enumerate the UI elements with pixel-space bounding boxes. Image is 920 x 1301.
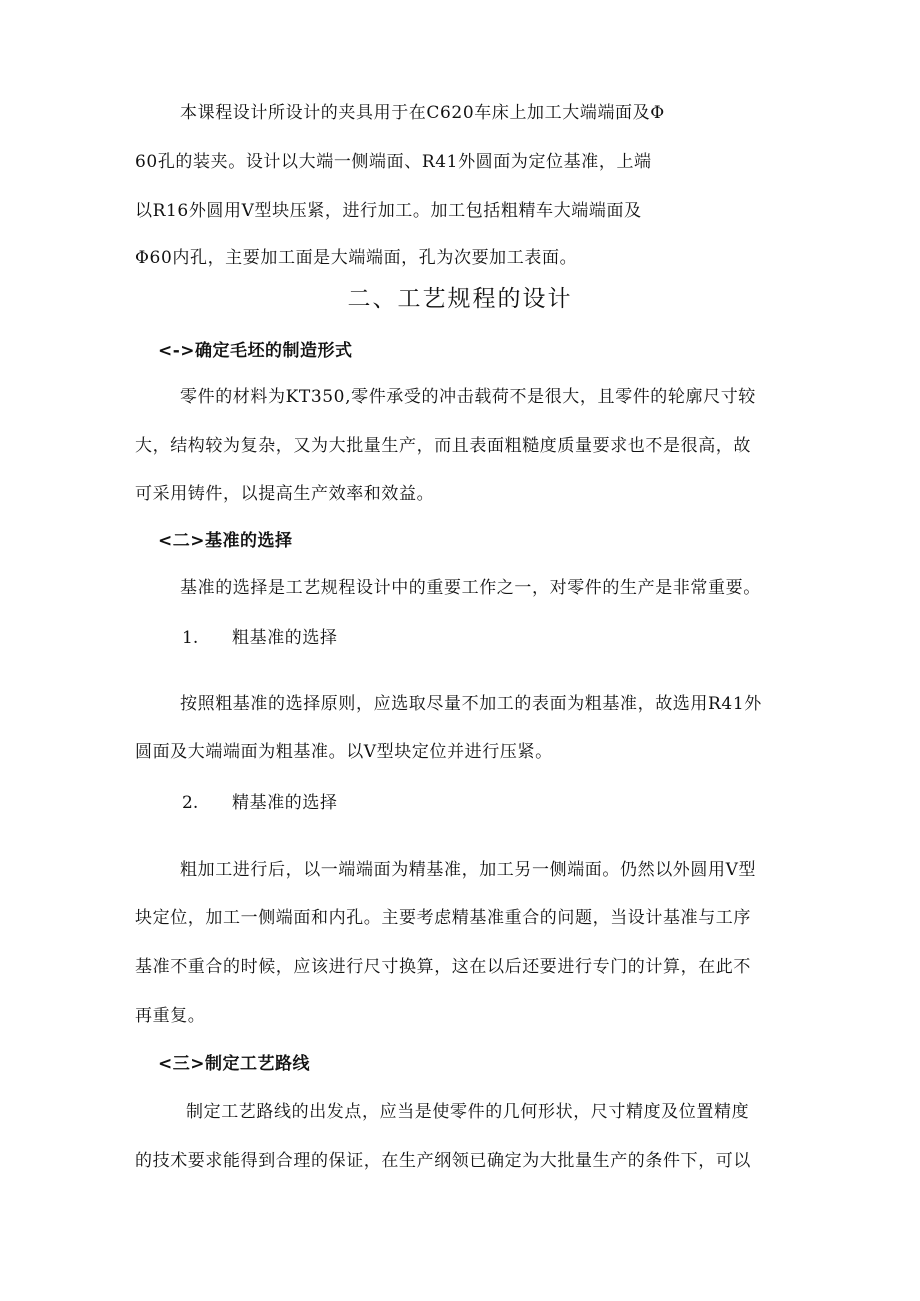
sub1-line-1: 零件的材料为KT350,零件承受的冲击载荷不是很大，且零件的轮廓尺寸较	[180, 387, 756, 407]
sub1-line-3: 可采用铸件，以提高生产效率和效益。	[135, 484, 435, 504]
item-1-label: 粗基准的选择	[232, 628, 338, 648]
sub1-line-2: 大，结构较为复杂，又为大批量生产，而且表面粗糙度质量要求也不是很高，故	[135, 436, 751, 456]
subsection-3-title: <三>制定工艺路线	[158, 1054, 310, 1074]
subsection-1-title: <->确定毛坯的制造形式	[158, 341, 353, 361]
sub2-intro: 基准的选择是工艺规程设计中的重要工作之一，对零件的生产是非常重要。	[180, 578, 761, 598]
item1-line-1: 按照粗基准的选择原则，应选取尽量不加工的表面为粗基准，故选用R41外	[180, 694, 762, 714]
subsection-2-title: <二>基准的选择	[158, 531, 293, 551]
sub3-line-1: 制定工艺路线的出发点，应当是使零件的几何形状，尺寸精度及位置精度	[186, 1102, 750, 1122]
item2-line-1: 粗加工进行后，以一端端面为精基准，加工另一侧端面。仍然以外圆用V型	[180, 860, 757, 880]
intro-line-3: 以R16外圆用V型块压紧，进行加工。加工包括粗精车大端端面及	[135, 201, 642, 221]
item2-line-2: 块定位，加工一侧端面和内孔。主要考虑精基准重合的问题，当设计基准与工序	[135, 908, 751, 928]
intro-line-1: 本课程设计所设计的夹具用于在C620车床上加工大端端面及Φ	[180, 103, 665, 123]
item2-line-4: 再重复。	[135, 1006, 206, 1026]
intro-line-4: Φ60内孔，主要加工面是大端端面，孔为次要加工表面。	[135, 248, 578, 268]
intro-line-2: 60孔的装夹。设计以大端一侧端面、R41外圆面为定位基准，上端	[135, 152, 652, 172]
item1-line-2: 圆面及大端端面为粗基准。以V型块定位并进行压紧。	[135, 742, 553, 762]
item-2-number: 2.	[182, 793, 199, 813]
item-2-label: 精基准的选择	[232, 793, 338, 813]
item2-line-3: 基准不重合的时候，应该进行尺寸换算，这在以后还要进行专门的计算，在此不	[135, 957, 751, 977]
sub3-line-2: 的技术要求能得到合理的保证，在生产纲领已确定为大批量生产的条件下，可以	[135, 1151, 751, 1171]
section-title: 二、工艺规程的设计	[347, 286, 573, 312]
item-1-number: 1.	[182, 628, 199, 648]
